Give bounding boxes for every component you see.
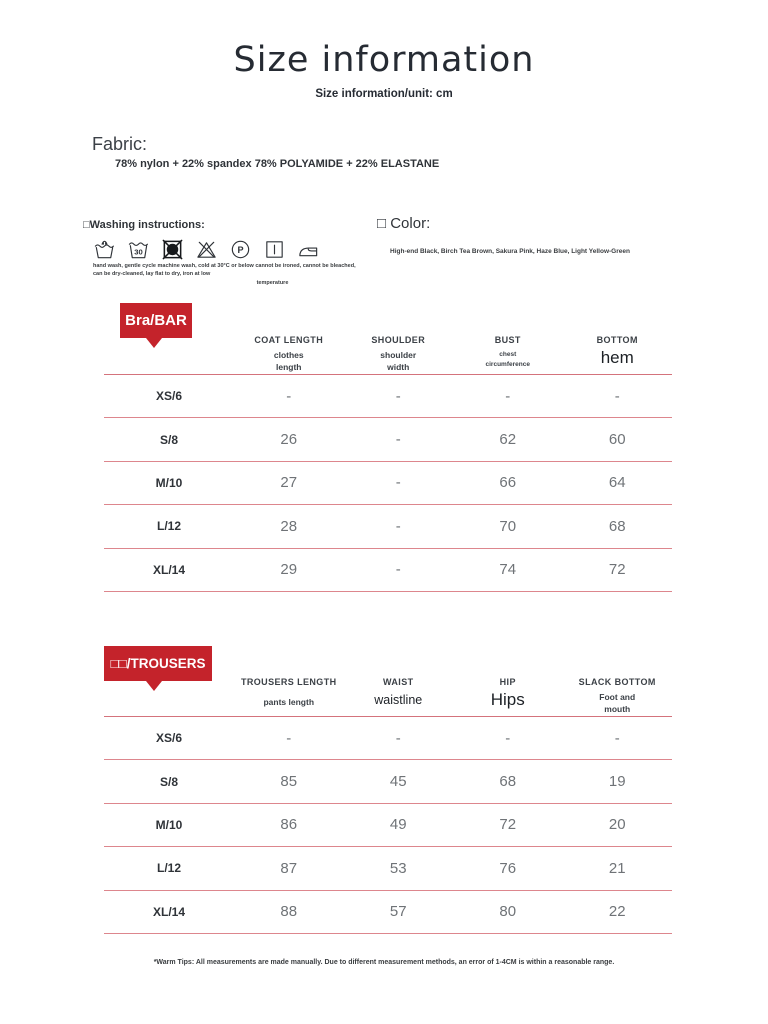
table-row: XL/14 29 - 74 72 [104,549,672,592]
trousers-table-header [104,673,672,717]
fabric-heading: Fabric: [92,134,148,154]
trousers-badge: □□/TROUSERS [104,646,212,681]
column-header-hip: HIP Hips [490,677,525,709]
iron-low-icon [297,238,320,261]
table-row: S/8 26 - 62 60 [104,418,672,461]
table-row: XS/6 - - - - [104,375,672,418]
page-title: Size information [233,40,535,80]
column-header-bust: BUST chest circumference [485,335,530,368]
do-not-bleach-icon [195,238,218,261]
column-header-trousers-length: TROUSERS LENGTH pants length [240,677,337,707]
table-row: M/10 86 49 72 20 [104,804,672,847]
column-header-coat-length: COAT LENGTH clothes length [254,335,324,373]
page-subtitle: Size information/unit: cm [315,88,453,100]
fabric-composition: 78% nylon + 22% spandex 78% POLYAMIDE + 22% ELASTANE [115,158,440,170]
dry-clean-icon [229,238,252,261]
fabric-section [92,134,439,170]
hand-wash-icon [93,238,116,261]
trousers-size-table [104,673,672,934]
washing-instructions-section [83,219,373,287]
warm-tips-note: *Warm Tips: All measurements are made manually. Due to different measurement methods, an error of 1-4CM is within a reasonable range. [153,959,615,966]
washing-heading: □Washing instructions: [83,219,205,231]
machine-wash-30-icon [127,238,150,261]
column-header-slack-bottom: SLACK BOTTOM Foot and mouth [578,677,656,715]
column-header-shoulder: SHOULDER shoulder width [371,335,426,373]
washing-caption: hand wash, gentle cycle machine wash, cold at 30°C or below cannot be ironed, cannot be bleached, can be dry-cleaned, lay flat to dry, iron at low temperature [93,263,356,286]
svg-text:P: P [237,244,244,255]
drip-dry-icon [263,238,286,261]
table-row: M/10 27 - 66 64 [104,462,672,505]
table-row: L/12 28 - 70 68 [104,505,672,548]
table-row: S/8 85 45 68 19 [104,760,672,803]
color-heading: □ Color: [377,215,431,232]
color-list: High-end Black, Birch Tea Brown, Sakura Pink, Haze Blue, Light Yellow-Green [390,248,630,255]
column-header-waist: WAIST waistline [374,677,423,707]
bra-size-table [104,331,672,592]
column-header-bottom: BOTTOM hem [596,335,638,367]
table-row: XL/14 88 57 80 22 [104,891,672,934]
color-section [377,215,707,255]
washing-icons-row [93,238,373,261]
svg-text:30: 30 [134,247,143,257]
bra-badge: Bra/BAR [120,303,192,338]
table-row: XS/6 - - - - [104,717,672,760]
do-not-tumble-dry-icon [161,238,184,261]
bra-table-header [104,331,672,375]
table-row: L/12 87 53 76 21 [104,847,672,890]
